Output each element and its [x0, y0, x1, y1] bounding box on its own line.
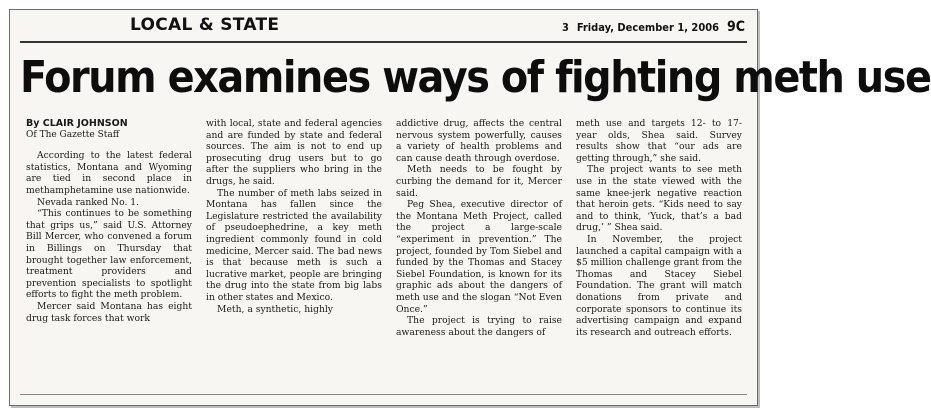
- article-column-3: [396, 118, 562, 388]
- newspaper-clipping: [9, 9, 931, 406]
- paragraph: Meth needs to be fought by curbing the demand for it, Mercer said.: [396, 164, 562, 199]
- page-code: 9C: [726, 19, 745, 35]
- article-column-2: [206, 118, 382, 388]
- paragraph: Peg Shea, executive director of the Montana Meth Project, called the project a large-scale “experiment in prevention.” The project, founded by Tom Siebel and funded by the Thomas and Stacey Siebel Foundation, is known for its graphic ads about the dangers of meth use and the slogan “Not Even Once.”: [396, 199, 562, 315]
- page-info: [562, 19, 745, 35]
- article-column-4: [576, 118, 742, 388]
- section-header: [10, 10, 757, 40]
- paragraph: meth use and targets 12- to 17-year olds, Shea said. Survey results show that “our ads are getting through,” she said.: [576, 118, 742, 164]
- section-title: LOCAL & STATE: [130, 15, 280, 35]
- paragraph: Mercer said Montana has eight drug task forces that work: [26, 300, 192, 324]
- paragraph: Meth, a synthetic, highly: [217, 303, 333, 315]
- header-divider: [20, 41, 747, 43]
- paragraph: The number of meth labs seized in Montana has fallen since the Legislature restricted the availability of pseudoephedrine, a key meth ingredient commonly found in cold medicine, Mercer said. The bad news is that because meth is such a lucrative market, people are bringing the drug into the state from big labs in other states and Mexico.: [206, 187, 382, 303]
- issue-date: Friday, December 1, 2006: [576, 21, 719, 34]
- byline-affiliation: Of The Gazette Staff: [26, 129, 120, 140]
- page-number: 3: [561, 21, 569, 34]
- paragraph: “This continues to be something that grips us,” said U.S. Attorney Bill Mercer, who convened a forum in Billings on Thursday that brought together law enforcement, treatment providers and prevention specialists to spotlight efforts to fight the meth problem.: [26, 208, 192, 301]
- article-body: [26, 118, 746, 388]
- paragraph: addictive drug, affects the central nervous system powerfully, causes a variety of health problems and can cause death through overdose.: [396, 118, 562, 164]
- paragraph: In November, the project launched a capital campaign with a $5 million challenge grant from the Thomas and Stacey Siebel Foundation. The grant will match donations from private and corporate sponsors to continue its advertising campaign and expand its research and outreach efforts.: [576, 233, 742, 338]
- paragraph: According to the latest federal statistics, Montana and Wyoming are tied in second place in methamphetamine use nationwide.: [26, 150, 192, 196]
- paragraph: The project wants to see meth use in the state viewed with the same knee-jerk negative reaction that heroin gets. “Kids need to say and to think, ‘Yuck, that’s a bad drug,’ ” Shea said.: [576, 164, 742, 234]
- paragraph: with local, state and federal agencies and are funded by state and federal sources. The aim is not to end up prosecuting drug users but to go after the suppliers who bring in the drugs, he said.: [206, 118, 382, 187]
- paragraph: The project is trying to raise awareness about the dangers of: [396, 315, 562, 338]
- article-column-1: [26, 118, 192, 388]
- headline: Forum examines ways of fighting meth use: [20, 52, 931, 103]
- bottom-divider: [20, 394, 747, 395]
- byline-author: By CLAIR JOHNSON: [26, 118, 128, 129]
- paragraph: Nevada ranked No. 1.: [37, 196, 140, 208]
